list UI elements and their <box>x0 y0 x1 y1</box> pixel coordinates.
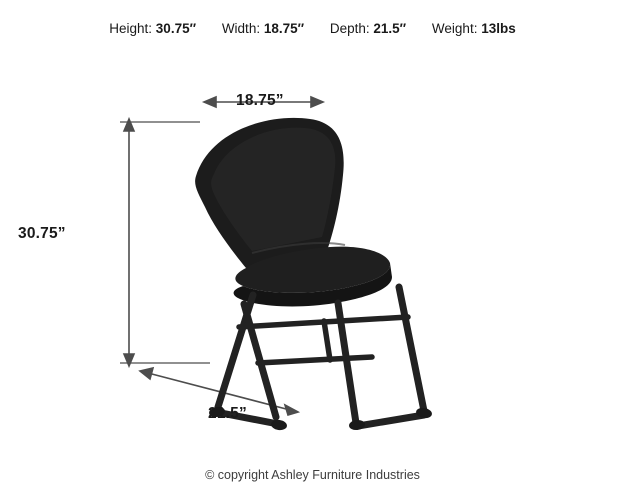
copyright-notice: © copyright Ashley Furniture Industries <box>205 468 420 482</box>
spec-depth <box>330 21 406 36</box>
spec-height-label: Height: <box>109 21 153 36</box>
spec-depth-value: 21.5″ <box>373 21 407 36</box>
depth-dimension-label: 21.5” <box>208 405 247 422</box>
spec-height-value: 30.75″ <box>155 21 197 36</box>
chair-graphic <box>195 118 433 431</box>
spec-width-label: Width: <box>221 21 261 36</box>
height-dimension-label: 30.75” <box>18 225 66 242</box>
spec-weight <box>432 21 516 36</box>
height-dimension-arrow <box>120 119 210 366</box>
product-dimension-diagram <box>0 55 625 450</box>
spec-width <box>222 21 304 36</box>
spec-width-value: 18.75″ <box>263 21 305 36</box>
chair-illustration <box>0 55 625 450</box>
spec-height <box>109 21 196 36</box>
spec-depth-label: Depth: <box>329 21 370 36</box>
spec-weight-label: Weight: <box>431 21 478 36</box>
specification-bar <box>0 21 625 36</box>
width-dimension-label: 18.75” <box>236 92 284 109</box>
spec-weight-value: 13lbs <box>481 21 516 36</box>
